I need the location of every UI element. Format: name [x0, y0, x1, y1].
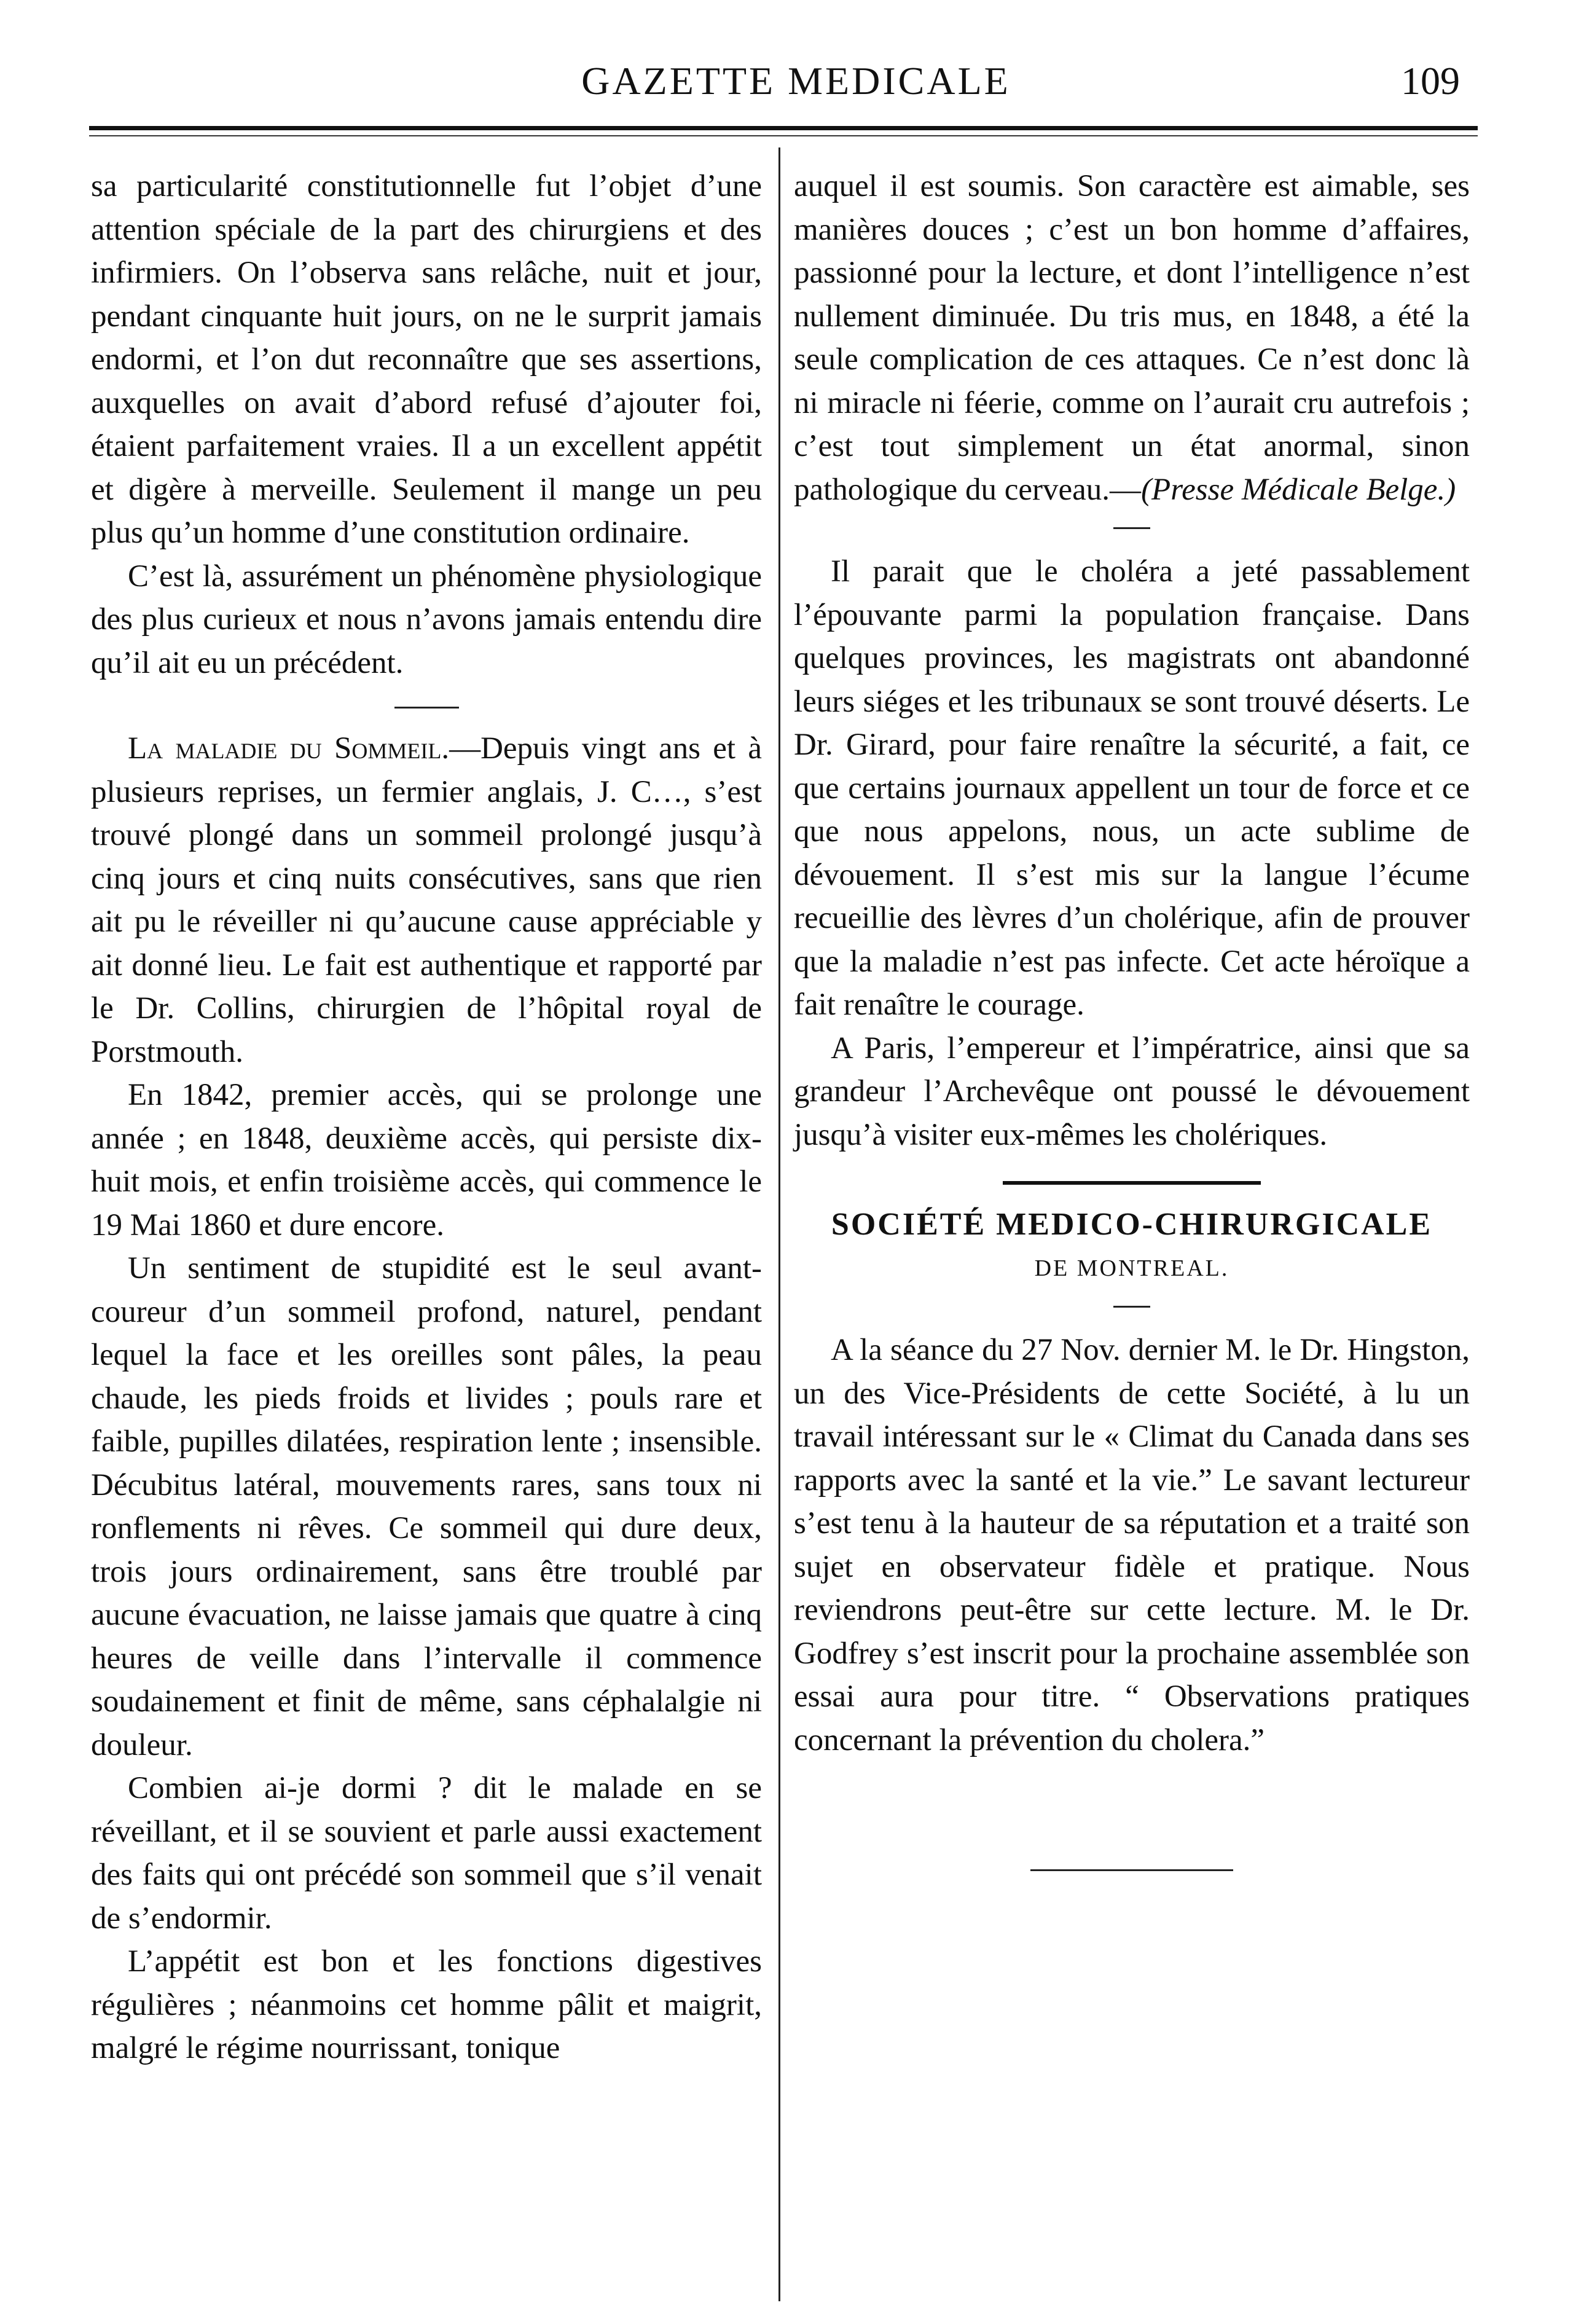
left-paragraph-4: En 1842, premier accès, qui se prolonge une année ; en 1848, deuxième accès, qui persiste dix-huit mois, et enfin troisième accès, qui commence le 19 Mai 1860 et dure encore.: [91, 1078, 762, 1242]
section-rule: [1003, 1181, 1261, 1185]
left-paragraph-6: Combien ai-je dormi ? dit le malade en se réveillant, et il se souvient et parle aussi exactement des faits qui ont précédé son sommeil que s’il venait de s’endormir.: [91, 1771, 762, 1936]
article-separator: [1113, 527, 1150, 529]
page-header: [0, 58, 1592, 132]
section-title: SOCIÉTÉ MEDICO-CHIRURGICALE: [831, 1207, 1433, 1242]
article-heading: La maladie du Sommeil.: [128, 731, 450, 766]
source-citation: (Presse Médicale Belge.): [1141, 472, 1456, 507]
section-separator: [1113, 1306, 1150, 1308]
header-rule-thick: [89, 126, 1478, 130]
article-lead-text: —Depuis vingt ans et à plusieurs reprises, un fermier anglais, J. C…, s’est trouvé plongé dans un sommeil prolongé jusqu’à cinq jours et cinq nuits consécutives, sans que rien ait pu le réveiller ni qu’aucune cause appréciable y ait donné lieu. Le fait est authentique et rapporté par le Dr. Collins, chirurgien de l’hôpital royal de Porstmouth.: [91, 731, 762, 1069]
right-column: [794, 165, 1470, 1871]
right-paragraph-2: Il parait que le choléra a jeté passablement l’épouvante parmi la population française. Dans quelques provinces, les magistrats ont abandonné leurs siéges et les tribunaux se sont trouvé déserts. Le Dr. Girard, pour faire renaître la sécurité, a fait, ce que certains journaux appellent un tour de force et ce que nous appelons, nous, un acte sublime de dévouement. Il s’est mis sur la langue l’écume recueillie des lèvres d’un cholérique, afin de prouver que la maladie n’est pas infecte. Cet acte héroïque a fait renaître le courage.: [794, 554, 1470, 1022]
article-separator: [394, 707, 459, 709]
right-paragraph-1-text: auquel il est soumis. Son caractère est aimable, ses manières douces ; c’est un bon homme d’affaires, passionné pour la lecture, et dont l’intelligence n’est nullement diminuée. Du tris mus, en 1848, a été la seule complication de ces attaques. Ce n’est donc là ni miracle ni féerie, comme on l’aurait cru autrefois ; c’est tout simplement un état anormal, sinon pathologique du cerveau.—: [794, 169, 1470, 507]
running-title: GAZETTE MEDICALE: [581, 59, 1011, 103]
end-rule: [1030, 1869, 1233, 1871]
left-column: [91, 165, 762, 2070]
article-paragraph-sleep: [91, 727, 762, 1074]
left-paragraph-2: C’est là, assurément un phénomène physiologique des plus curieux et nous n’avons jamais entendu dire qu’il ait eu un précédent.: [91, 559, 762, 680]
right-paragraph-1: [794, 165, 1470, 511]
header-rule-thin: [89, 135, 1478, 136]
page-number: 109: [1401, 59, 1460, 103]
left-paragraph-5: Un sentiment de stupidité est le seul avant-coureur d’un sommeil profond, naturel, pendant lequel la face et les oreilles sont pâles, la peau chaude, les pieds froids et livides ; pouls rare et faible, pupilles dilatées, respiration lente ; insensible. Décubitus latéral, mouvements rares, sans toux ni ronflements ni rêves. Ce sommeil qui dure deux, trois jours ordinairement, sans être troublé par aucune évacuation, ne laisse jamais que quatre à cinq heures de veille dans l’intervalle il commence soudainement et finit de même, sans céphalalgie ni douleur.: [91, 1251, 762, 1762]
left-paragraph-7: L’appétit est bon et les fonctions digestives régulières ; néanmoins cet homme pâlit et maigrit, malgré le régime nourrissant, tonique: [91, 1944, 762, 2065]
right-paragraph-4: A la séance du 27 Nov. dernier M. le Dr. Hingston, un des Vice-Présidents de cette Société, à lu un travail intéressant sur le « Climat du Canada dans ses rapports avec la santé et la vie.” Le savant lectureur s’est tenu à la hauteur de sa réputation et a traité son sujet en observateur fidèle et pratique. Nous reviendrons peut-être sur cette lecture. M. le Dr. Godfrey s’est inscrit pour la prochaine assemblée son essai aura pour titre. “ Observations pratiques concernant la prévention du cholera.”: [794, 1333, 1470, 1757]
left-paragraph-1: sa particularité constitutionnelle fut l’objet d’une attention spéciale de la part des chirurgiens et des infirmiers. On l’observa sans relâche, nuit et jour, pendant cinquante huit jours, on ne le surprit jamais endormi, et l’on dut reconnaître que ses assertions, auxquelles on avait d’abord refusé d’ajouter foi, étaient parfaitement vraies. Il a un excellent appétit et digère à merveille. Seulement il mange un peu plus qu’un homme d’une constitution ordinaire.: [91, 169, 762, 550]
column-divider: [778, 147, 780, 2301]
section-subtitle: DE MONTREAL.: [1034, 1255, 1229, 1281]
right-paragraph-3: A Paris, l’empereur et l’impératrice, ainsi que sa grandeur l’Archevêque ont poussé le dévouement jusqu’à visiter eux-mêmes les cholériques.: [794, 1030, 1470, 1152]
